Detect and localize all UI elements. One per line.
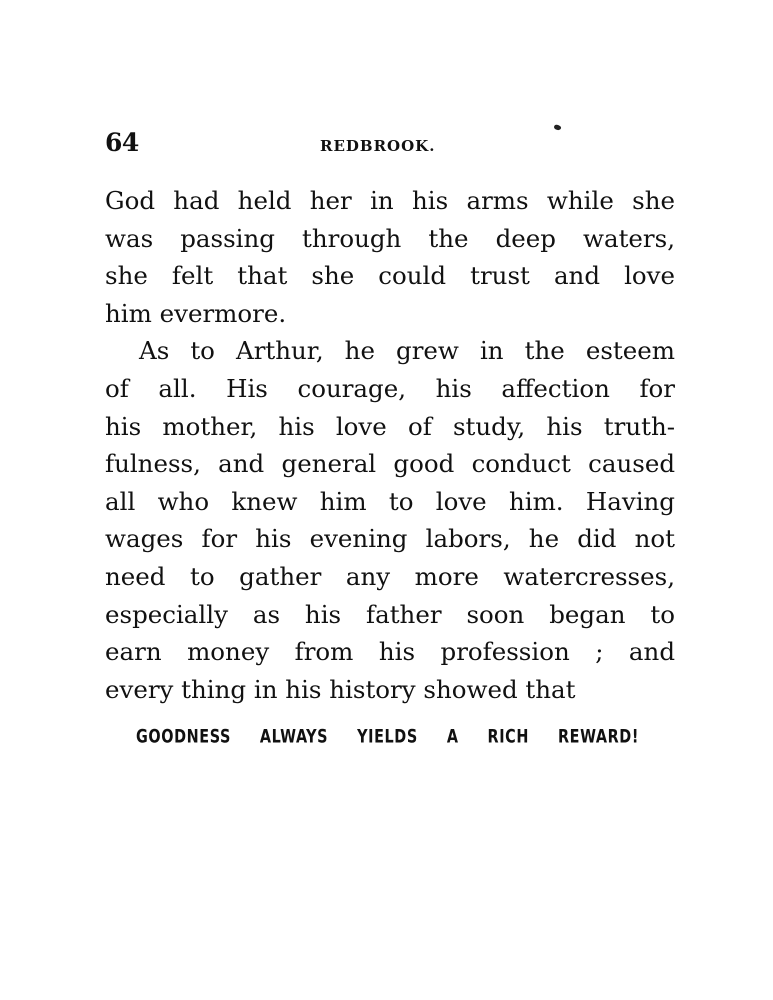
text-line: As to Arthur, he grew in the esteem	[139, 336, 675, 366]
text-line: of all. His courage, his affection for	[105, 373, 675, 403]
text-line: need to gather any more watercresses,	[105, 561, 675, 591]
text-line: was passing through the deep waters,	[105, 223, 675, 253]
text-line: especially as his father soon began to	[105, 599, 675, 629]
page-header	[105, 128, 675, 160]
text-line: wages for his evening labors, he did not	[105, 524, 675, 554]
page-number: 64	[105, 128, 139, 157]
text-line: him evermore.	[105, 298, 287, 328]
body-text	[105, 182, 675, 708]
text-line: his mother, his love of study, his truth-	[105, 411, 675, 441]
text-line: every thing in his history showed that	[105, 674, 576, 704]
text-line: all who knew him to love him. Having	[105, 486, 675, 516]
text-line: fulness, and general good conduct caused	[105, 449, 675, 479]
text-line: earn money from his profession ; and	[105, 637, 675, 667]
running-title: REDBROOK.	[320, 137, 436, 155]
ink-speck	[553, 124, 561, 131]
text-line: she felt that she could trust and love	[105, 261, 675, 291]
text-line: God had held her in his arms while she	[105, 186, 675, 215]
closing-line: GOODNESS ALWAYS YIELDS A RICH REWARD!	[136, 725, 639, 747]
